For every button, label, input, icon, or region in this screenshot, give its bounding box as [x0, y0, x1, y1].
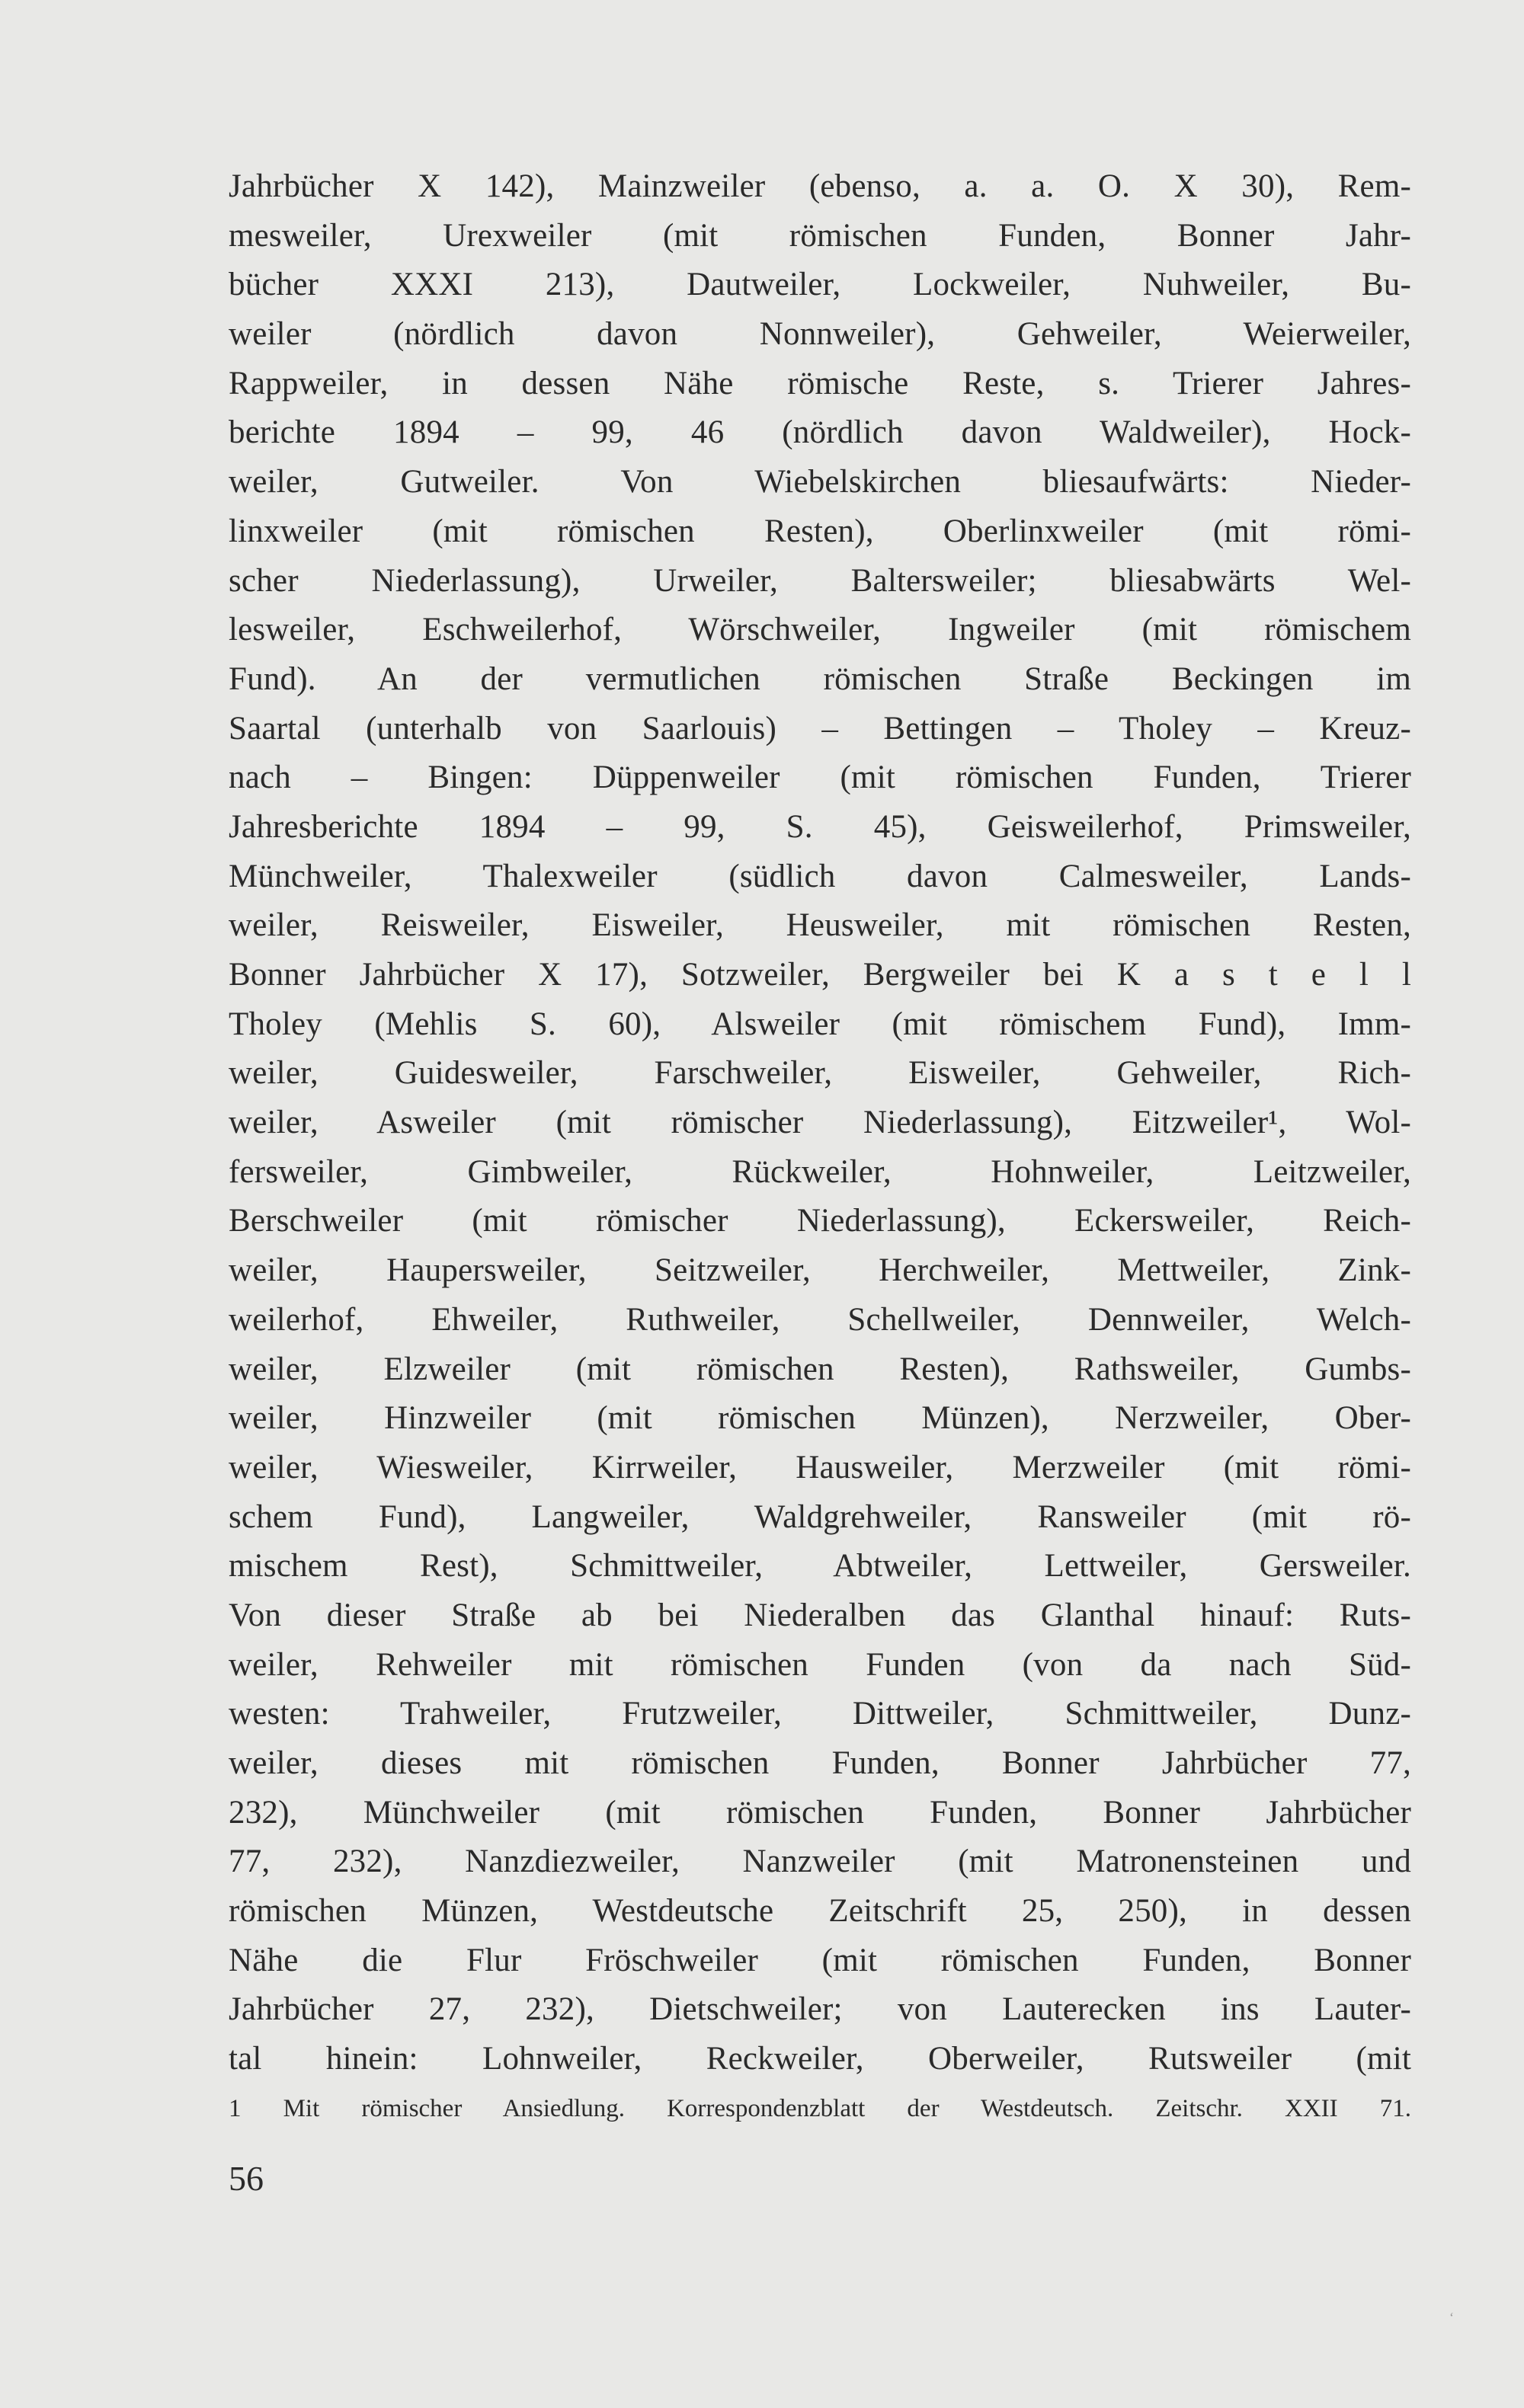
- text-line: Jahrbücher X 142), Mainzweiler (ebenso, a. a. O. X 30), Rem-: [229, 168, 1411, 204]
- text-line: bücher XXXI 213), Dautweiler, Lockweiler, Nuhweiler, Bu-: [229, 267, 1411, 303]
- text-line: Münchweiler, Thalexweiler (südlich davon Calmesweiler, Lands-: [229, 858, 1411, 894]
- text-line: nach – Bingen: Düppenweiler (mit römischen Funden, Trierer: [229, 759, 1411, 796]
- text-line: mischem Rest), Schmittweiler, Abtweiler, Lettweiler, Gersweiler.: [229, 1548, 1411, 1585]
- text-line: schem Fund), Langweiler, Waldgrehweiler, Ransweiler (mit rö-: [229, 1498, 1411, 1535]
- text-line: Jahresberichte 1894 – 99, S. 45), Geisweilerhof, Primsweiler,: [229, 808, 1411, 845]
- text-line: lesweiler, Eschweilerhof, Wörschweiler, Ingweiler (mit römischem: [229, 612, 1411, 648]
- text-line: weiler, dieses mit römischen Funden, Bonner Jahrbücher 77,: [229, 1745, 1411, 1781]
- text-line: berichte 1894 – 99, 46 (nördlich davon Waldweiler), Hock-: [229, 414, 1411, 451]
- text-line: weiler, Asweiler (mit römischer Niederlassung), Eitzweiler¹, Wol-: [229, 1105, 1411, 1141]
- page-number: 56: [229, 2159, 264, 2198]
- text-line: Fund). An der vermutlichen römischen Straße Beckingen im: [229, 660, 1411, 697]
- text-line: Nähe die Flur Fröschweiler (mit römischen Funden, Bonner: [229, 1942, 1411, 1978]
- text-line: weiler, Rehweiler mit römischen Funden (von da nach Süd-: [229, 1646, 1411, 1683]
- text-line: weiler, Wiesweiler, Kirrweiler, Hausweiler, Merzweiler (mit römi-: [229, 1449, 1411, 1485]
- text-line: linxweiler (mit römischen Resten), Oberlinxweiler (mit römi-: [229, 513, 1411, 549]
- text-line: westen: Trahweiler, Frutzweiler, Dittweiler, Schmittweiler, Dunz-: [229, 1696, 1411, 1732]
- text-line: weiler, Gutweiler. Von Wiebelskirchen bliesaufwärts: Nieder-: [229, 464, 1411, 500]
- text-line: römischen Münzen, Westdeutsche Zeitschrift 25, 250), in dessen: [229, 1893, 1411, 1930]
- text-line: Tholey (Mehlis S. 60), Alsweiler (mit römischem Fund), Imm-: [229, 1006, 1411, 1042]
- text-line: weiler, Guidesweiler, Farschweiler, Eisweiler, Gehweiler, Rich-: [229, 1055, 1411, 1092]
- paper-speck: ‘: [1449, 2310, 1454, 2325]
- text-line: 232), Münchweiler (mit römischen Funden, Bonner Jahrbücher: [229, 1794, 1411, 1831]
- text-line: mesweiler, Urexweiler (mit römischen Funden, Bonner Jahr-: [229, 217, 1411, 254]
- text-line: Von dieser Straße ab bei Niederalben das Glanthal hinauf: Ruts-: [229, 1597, 1411, 1633]
- text-line: Jahrbücher 27, 232), Dietschweiler; von Lauterecken ins Lauter-: [229, 1991, 1411, 2028]
- text-line: weilerhof, Ehweiler, Ruthweiler, Schellweiler, Dennweiler, Welch-: [229, 1301, 1411, 1338]
- text-line: fersweiler, Gimbweiler, Rückweiler, Hohnweiler, Leitzweiler,: [229, 1153, 1411, 1190]
- text-line: Bonner Jahrbücher X 17), Sotzweiler, Bergweiler bei K a s t e l l: [229, 957, 1411, 993]
- text-line: Berschweiler (mit römischer Niederlassung), Eckersweiler, Reich-: [229, 1203, 1411, 1239]
- text-line: 77, 232), Nanzdiezweiler, Nanzweiler (mit Matronensteinen und: [229, 1844, 1411, 1880]
- text-line: weiler, Reisweiler, Eisweiler, Heusweiler, mit römischen Resten,: [229, 907, 1411, 944]
- footnote: 1 Mit römischer Ansiedlung. Korrespondenzblatt der Westdeutsch. Zeitschr. XXII 71.: [229, 2095, 1411, 2122]
- text-line: Saartal (unterhalb von Saarlouis) – Bettingen – Tholey – Kreuz-: [229, 710, 1411, 747]
- text-line: weiler, Elzweiler (mit römischen Resten), Rathsweiler, Gumbs-: [229, 1351, 1411, 1387]
- text-line: weiler, Haupersweiler, Seitzweiler, Herchweiler, Mettweiler, Zink-: [229, 1252, 1411, 1289]
- text-line: scher Niederlassung), Urweiler, Baltersweiler; bliesabwärts Wel-: [229, 562, 1411, 599]
- text-line: tal hinein: Lohnweiler, Reckweiler, Oberweiler, Rutsweiler (mit: [229, 2041, 1411, 2077]
- text-line: weiler (nördlich davon Nonnweiler), Gehweiler, Weierweiler,: [229, 316, 1411, 353]
- body-text: [229, 162, 1411, 2084]
- text-line: Rappweiler, in dessen Nähe römische Reste, s. Trierer Jahres-: [229, 365, 1411, 401]
- text-line: weiler, Hinzweiler (mit römischen Münzen), Nerzweiler, Ober-: [229, 1400, 1411, 1437]
